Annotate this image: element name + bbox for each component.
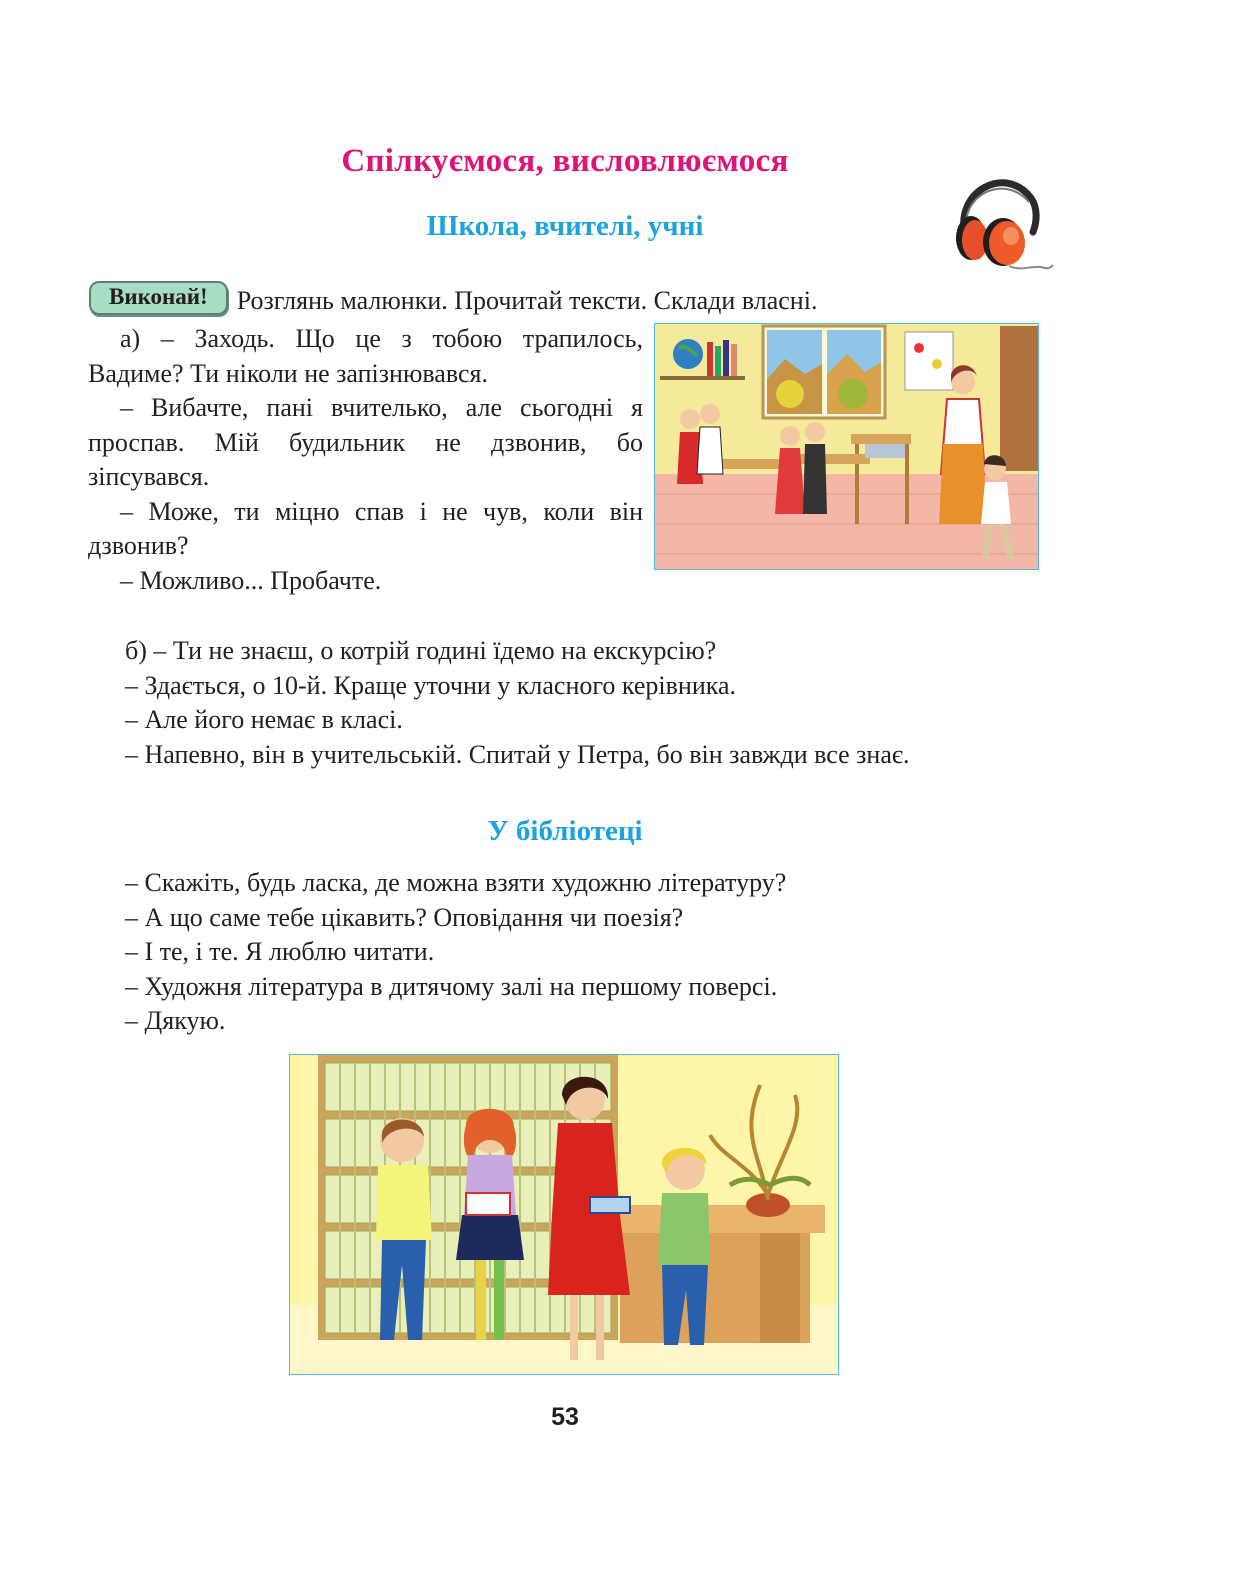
library-line: – Дякую.	[125, 1006, 226, 1035]
task-instruction: Розглянь малюнки. Прочитай тексти. Склади власні.	[236, 286, 818, 315]
library-line: – Скажіть, будь ласка, де можна взяти художню літературу?	[125, 868, 787, 897]
library-line: – А що саме тебе цікавить? Оповідання чи поезія?	[125, 902, 684, 932]
library-dialogue	[125, 866, 1025, 1039]
library-line: – І те, і те. Я люблю читати.	[125, 937, 435, 966]
classroom-illustration	[654, 323, 1039, 570]
dialogue-a	[88, 322, 643, 598]
dialogue-a-line: – Може, ти міцно спав і не чув, коли він дзвонив?	[88, 496, 643, 560]
library-illustration	[289, 1054, 839, 1375]
library-title: У бібліотеці	[487, 815, 643, 847]
dialogue-a-line: – Можливо... Пробачте.	[120, 565, 382, 595]
dialogue-b	[125, 634, 1045, 772]
task-row	[89, 280, 817, 316]
task-badge: Виконай!	[89, 281, 228, 315]
headphones-icon	[945, 172, 1055, 277]
page-number: 53	[551, 1403, 579, 1431]
dialogue-b-line: – Напевно, він в учительській. Спитай у Петра, бо він завжди все знає.	[125, 739, 910, 769]
dialogue-b-line: б) – Ти не знаєш, о котрій годині їдемо на екскурсію?	[125, 636, 717, 665]
dialogue-b-line: – Здається, о 10-й. Краще уточни у класного керівника.	[125, 670, 737, 700]
dialogue-b-line: – Але його немає в класі.	[125, 705, 403, 734]
section-subtitle: Школа, вчителі, учні	[426, 210, 704, 242]
dialogue-a-line: – Вибачте, пані вчителько, але сьогодні я проспав. Мій будильник не дзвонив, бо зіпсувався.	[88, 393, 643, 491]
library-line: – Художня література в дитячому залі на першому поверсі.	[125, 971, 778, 1001]
dialogue-a-line: а) – Заходь. Що це з тобою трапилось, Вадиме? Ти ніколи не запізнювався.	[88, 324, 643, 388]
page-title: Спілкуємося, висловлюємося	[341, 143, 789, 179]
